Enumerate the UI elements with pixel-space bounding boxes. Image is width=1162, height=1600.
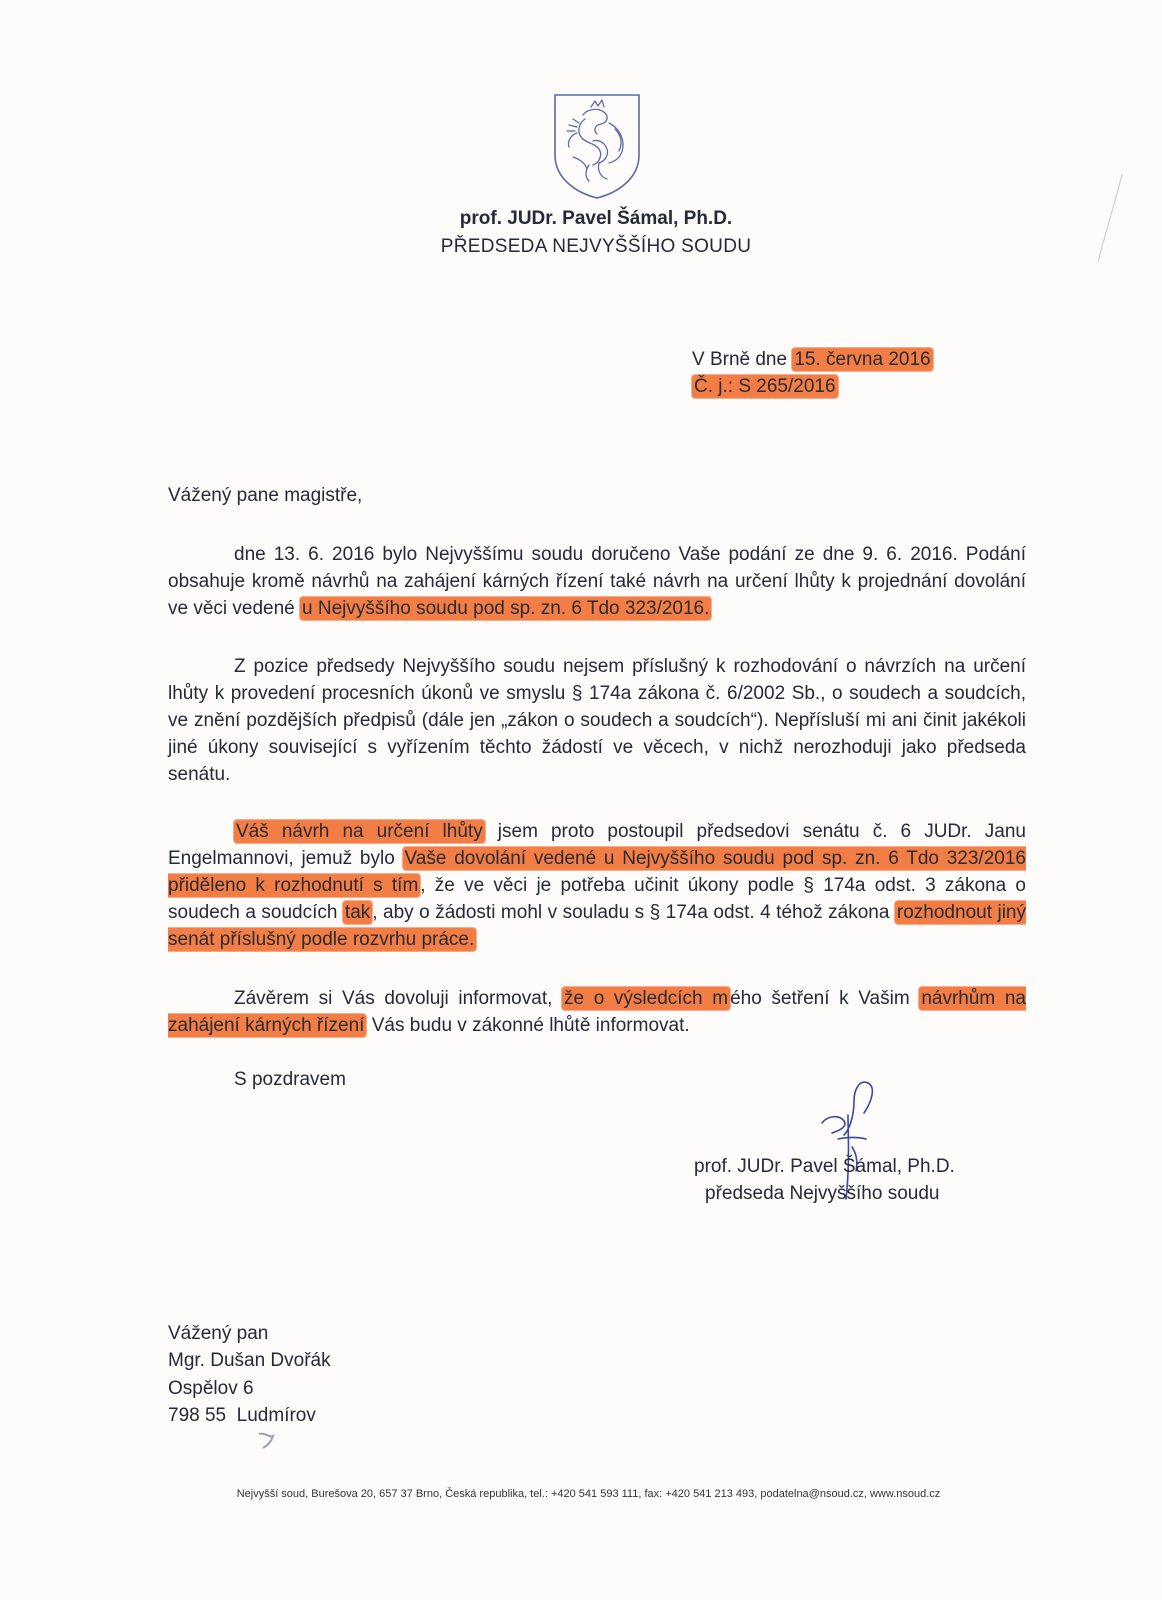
paragraph-4-text-1: Závěrem si Vás dovoluji informovat, <box>234 988 563 1009</box>
paragraph-3 <box>168 818 1026 953</box>
paragraph-4-text-3: Vás budu v zákonné lhůtě informovat. <box>366 1015 690 1036</box>
paragraph-3-text-1: jsem proto postoupil předsedovi senátu č. 6 JUDr. Janu Engelmannovi, jemuž bylo <box>168 821 1027 869</box>
czech-lion-coat-of-arms-icon <box>553 93 641 200</box>
date-place: V Brně dne <box>692 349 793 370</box>
recipient-salutation: Vážený pan <box>168 1323 269 1344</box>
paragraph-3-highlight-4: rozhodnout jiný senát příslušný podle rozvrhu práce. <box>168 902 1026 950</box>
paragraph-3-highlight-2: Vaše dovolání vedené u Nejvyššího soudu pod sp. zn. 6 Tdo 323/2016 přiděleno k rozhodnutí s tím <box>168 848 1026 896</box>
paragraph-3-text-2: , že ve věci je potřeba učinit úkony podle § 174a odst. 3 zákona o soudech a soudcích <box>168 875 1026 923</box>
date-line <box>692 346 933 373</box>
paragraph-2: Z pozice předsedy Nejvyššího soudu nejsem příslušný k rozhodování o návrzích na určení lhůty k provedení procesních úkonů ve smyslu § 174a zákona č. 6/2002 Sb., o soudech a soudcích, ve znění pozdějších předpisů (dále jen „zákon o soudech a soudcích“). Nepřísluší mi ani činit jakékoli jiné úkony související s vyřízením těchto žádostí ve věcech, v nichž nerozhoduji jako předseda senátu. <box>168 656 1026 785</box>
paragraph-1-highlight: u Nejvyššího soudu pod sp. zn. 6 Tdo 323/2016. <box>302 598 710 619</box>
footer-contact: Nejvyšší soud, Burešova 20, 657 37 Brno, Česká republika, tel.: +420 541 593 111, fax: +420 541 213 493, podatelna@nsoud.cz, www.nsoud.cz <box>236 1488 941 1500</box>
sender-name: prof. JUDr. Pavel Šámal, Ph.D. <box>459 208 733 229</box>
paragraph-1-text: dne 13. 6. 2016 bylo Nejvyššímu soudu doručeno Vaše podání ze dne 9. 6. 2016. Podání obsahuje kromě návrhů na zahájení kárných řízení také návrh na určení lhůty k projednání dovolání ve věci vedené <box>168 544 1026 619</box>
scan-smudge-icon <box>255 1428 279 1452</box>
paragraph-4-highlight-2: návrhům na zahájení kárných řízení <box>168 988 1027 1036</box>
paragraph-4-highlight-1: že o výsledcích m <box>564 988 729 1009</box>
paragraph-3-text-3: , aby o žádosti mohl v souladu s § 174a odst. 4 téhož zákona <box>372 902 895 923</box>
signatory-name: prof. JUDr. Pavel Šámal, Ph.D. <box>694 1156 955 1177</box>
recipient-street: Ospělov 6 <box>168 1378 254 1399</box>
signatory-role: předseda Nejvyššího soudu <box>705 1183 940 1204</box>
sender-title: PŘEDSEDA NEJVYŠŠÍHO SOUDU <box>440 236 752 257</box>
reference-highlight: Č. j.: S 265/2016 <box>694 376 836 397</box>
date-highlight: 15. června 2016 <box>794 349 931 370</box>
paragraph-3-highlight-3: tak <box>344 902 371 923</box>
paragraph-4-text-2: ého šetření k Vašim <box>730 988 920 1009</box>
paragraph-4 <box>168 985 1026 1039</box>
scan-mark-icon <box>1092 170 1132 270</box>
paragraph-1 <box>168 541 1026 622</box>
paragraph-3-highlight-1: Váš návrh na určení lhůty <box>236 821 483 842</box>
salutation: Vážený pane magistře, <box>168 485 363 506</box>
recipient-city: 798 55 Ludmírov <box>168 1405 316 1426</box>
reference-number <box>692 373 838 400</box>
closing: S pozdravem <box>234 1069 346 1090</box>
recipient-name: Mgr. Dušan Dvořák <box>168 1350 331 1371</box>
